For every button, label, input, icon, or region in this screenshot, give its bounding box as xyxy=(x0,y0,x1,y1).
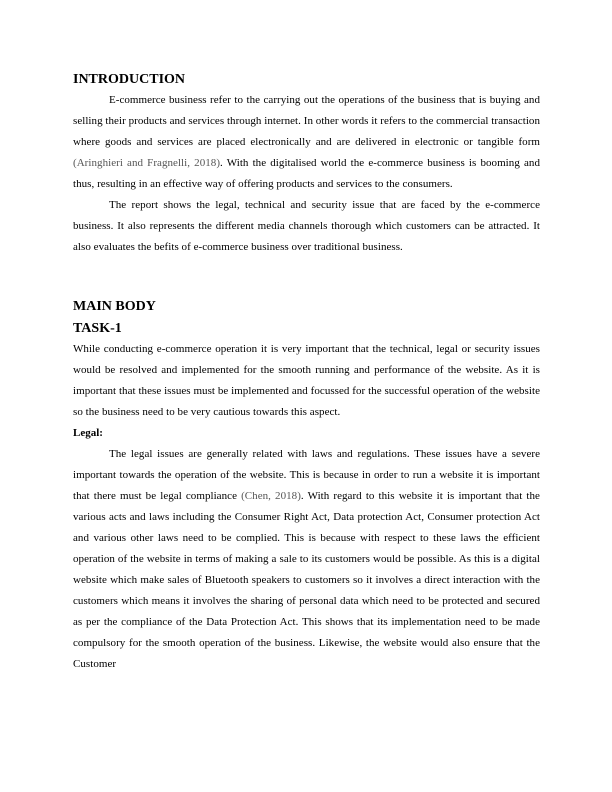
introduction-paragraph-1 xyxy=(73,90,540,195)
task-1-paragraph: While conducting e-commerce operation it is very important that the technical, legal or security issues would be resolved and implemented for the smooth running and performance of the website. As it is important that these issues must be implemented and focussed for the successful operation of the website so the business need to be very cautious towards this aspect. xyxy=(73,343,540,418)
citation-aringhieri: (Aringhieri and Fragnelli, 2018) xyxy=(73,157,221,169)
legal-paragraph-text-end: . With regard to this website it is important that the various acts and laws including the Consumer Right Act, Data protection Act, Consumer protection Act and various other laws need to be complied. This is because with respect to these laws the efficient operation of the website in terms of making a sale to its customers would be possible. As this is a digital website which make sales of Bluetooth speakers to customers so it involves a direct interaction with the customers which means it involves the sharing of personal data which need to be protected and secured as per the compliance of the Data Protection Act. This shows that its implementation need to be made compulsory for the smooth operation of the business. Likewise, the website would also ensure that the Customer xyxy=(73,490,540,670)
introduction-paragraph-1-text-end: . With the digitalised world the e-commerce business is booming and thus, resulting in an effective way of offering products and services to the consumers. xyxy=(73,157,540,190)
introduction-heading: INTRODUCTION xyxy=(73,72,186,87)
task-1-heading: TASK-1 xyxy=(73,321,122,336)
legal-paragraph-text: The legal issues are generally related with laws and regulations. These issues have a severe important towards the operation of the website. This is because in order to run a website it is important that there must be legal compliance xyxy=(73,448,540,502)
introduction-paragraph-2: The report shows the legal, technical and security issue that are faced by the e-commerce business. It also represents the different media channels thorough which customers can be attracted. It also evaluates the befits of e-commerce business over traditional business. xyxy=(73,199,540,253)
introduction-paragraph-1-text: E-commerce business refer to the carrying out the operations of the business that is buying and selling their products and services through internet. In other words it refers to the commercial transaction where goods and services are placed electronically and are delivered in electronic or tangible form xyxy=(73,94,540,148)
legal-paragraph xyxy=(73,444,540,675)
citation-chen: (Chen, 2018) xyxy=(241,490,301,502)
main-body-heading: MAIN BODY xyxy=(73,299,156,314)
document-page xyxy=(73,70,540,675)
legal-subheading: Legal: xyxy=(73,427,103,439)
